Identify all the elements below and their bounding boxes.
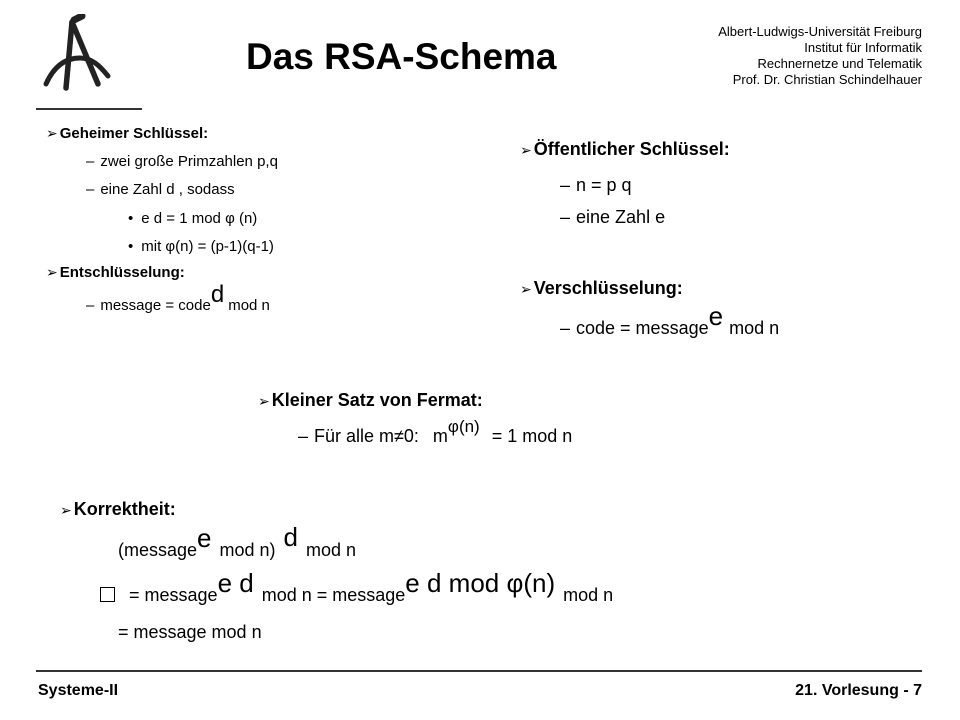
footer-course: Systeme-II	[38, 682, 119, 699]
decrypt-formula: – message = code$^d$ mod n	[86, 280, 270, 314]
public-key-heading: ➢ Öffentlicher Schlüssel:	[520, 139, 730, 159]
correctness-line-3: = message mod n	[118, 622, 262, 642]
university-logo	[36, 14, 116, 94]
institution-line: Institut für Informatik	[804, 40, 922, 55]
fermat-heading: ➢ Kleiner Satz von Fermat:	[258, 390, 483, 410]
secret-subitem: • e d = 1 mod φ (n)	[128, 210, 258, 227]
institution-line: Rechnernetze und Telematik	[757, 56, 922, 71]
correctness-heading: ➢ Korrektheit:	[60, 499, 176, 519]
arrow-bullet-icon: ➢	[258, 394, 270, 410]
institution-line: Albert-Ludwigs-Universität Freiburg	[718, 24, 922, 39]
arrow-bullet-icon: ➢	[46, 265, 58, 281]
encrypt-formula: – code = message$^e$ mod n	[560, 300, 780, 338]
footer-lecture: 21. Vorlesung - 7	[795, 682, 922, 699]
header-rule	[36, 108, 142, 110]
public-item: – eine Zahl e	[560, 207, 666, 227]
secret-subitem: • mit φ(n) = (p-1)(q-1)	[128, 238, 274, 255]
correctness-line-2: = message$^{e d}$ mod n = message$^{e d mod \varphi(n)}$ mod n	[100, 585, 613, 606]
institution-line: Prof. Dr. Christian Schindelhauer	[732, 72, 922, 87]
decrypt-heading: ➢ Entschlüsselung:	[46, 264, 185, 281]
encrypt-heading: ➢ Verschlüsselung:	[520, 278, 683, 298]
arrow-bullet-icon: ➢	[520, 282, 532, 298]
implies-icon	[100, 587, 115, 602]
secret-key-heading: ➢ Geheimer Schlüssel:	[46, 125, 209, 142]
public-item: – n = p q	[560, 175, 632, 195]
secret-item: – zwei große Primzahlen p,q	[86, 153, 278, 170]
correctness-line-1: (message$^e$ mod n) $^d$ mod n	[118, 521, 357, 560]
fermat-formula: – Für alle m≠0: $m^{\varphi(n)} = 1$ mod n	[298, 416, 573, 446]
arrow-bullet-icon: ➢	[60, 503, 72, 519]
arrow-bullet-icon: ➢	[46, 126, 58, 142]
footer-rule	[36, 670, 922, 672]
institution-block	[718, 24, 922, 88]
page-title: Das RSA-Schema	[246, 36, 557, 77]
arrow-bullet-icon: ➢	[520, 143, 532, 159]
secret-item: – eine Zahl d , sodass	[86, 181, 235, 198]
